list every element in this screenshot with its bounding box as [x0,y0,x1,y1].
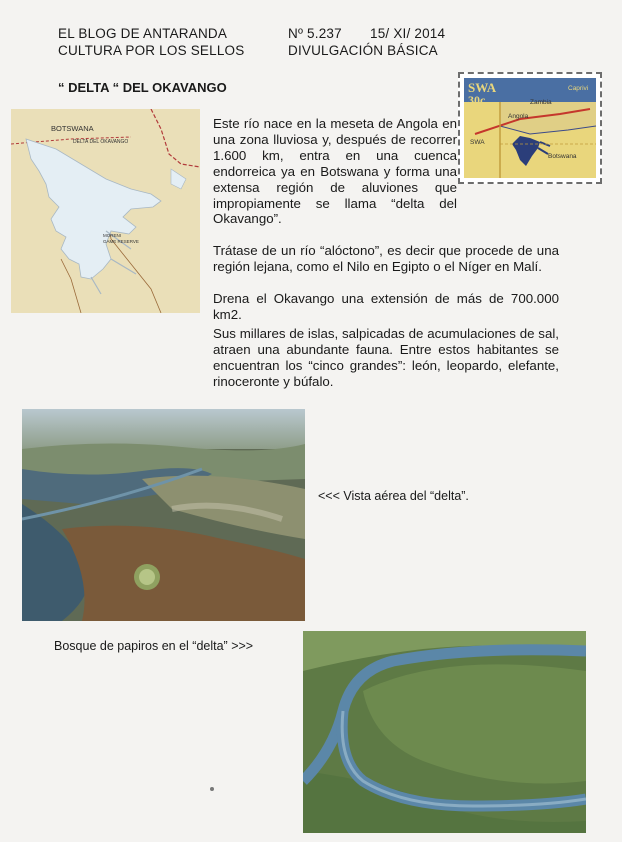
paragraph-allochthonous: Trátase de un río “alóctono”, es decir que procede de una región lejana, como el Nilo en Egipto o el Níger en Malí. [213,243,559,274]
stamp-country: SWA [468,80,497,95]
map-town-label: MORENI [103,233,121,238]
papyrus-photo-graphic [303,631,586,833]
paragraph-origin: Este río nace en la meseta de Angola en una zona lluviosa y, después de recorrer 1.600 km, entra en una cuenca endorreica ya en Botswana y forma una extensa región de aluviones que impropiamente se llama “delta del Okavango”. [213,116,457,227]
swa-postage-stamp [458,72,602,184]
aerial-delta-photo [22,409,305,621]
paragraph-fauna: Sus millares de islas, salpicadas de acumulaciones de sal, atraen una abundante fauna. Entre estos habitantes se encuentran los “cinco grandes”: león, leopardo, elefante, rinoceronte y búfalo. [213,326,559,389]
stamp-label-zambia: Zambia [530,99,552,106]
map-graphic [11,109,200,313]
stamp-label-caprivi: Caprivi [568,85,589,92]
aerial-caption: <<< Vista aérea del “delta”. [318,489,469,503]
map-country-label: BOTSWANA [51,124,94,133]
map-delta-label: DELTA DEL OKAVANGO [73,139,129,145]
map-reserve-label: GAME RESERVE [103,239,139,244]
stamp-label-swa: SWA [470,139,485,146]
page-title: “ DELTA “ DEL OKAVANGO [58,80,227,95]
stamp-label-botswana: Botswana [548,153,577,160]
category-label: DIVULGACIÓN BÁSICA [288,43,438,58]
okavango-map [11,109,200,313]
stamp-label-angola: Angola [508,113,529,120]
issue-number: Nº 5.237 [288,26,342,41]
page-dot [210,787,214,791]
stamp-value: 30c [468,93,486,107]
paragraph-drainage: Drena el Okavango una extensión de más de 700.000 km2. [213,291,559,322]
blog-subtitle: CULTURA POR LOS SELLOS [58,43,245,58]
blog-name: EL BLOG DE ANTARANDA [58,26,228,41]
papyrus-caption: Bosque de papiros en el “delta” >>> [54,639,254,653]
stamp-graphic [460,74,600,182]
papyrus-forest-photo [303,631,586,833]
issue-date: 15/ XI/ 2014 [370,26,446,41]
aerial-photo-graphic [22,409,305,621]
